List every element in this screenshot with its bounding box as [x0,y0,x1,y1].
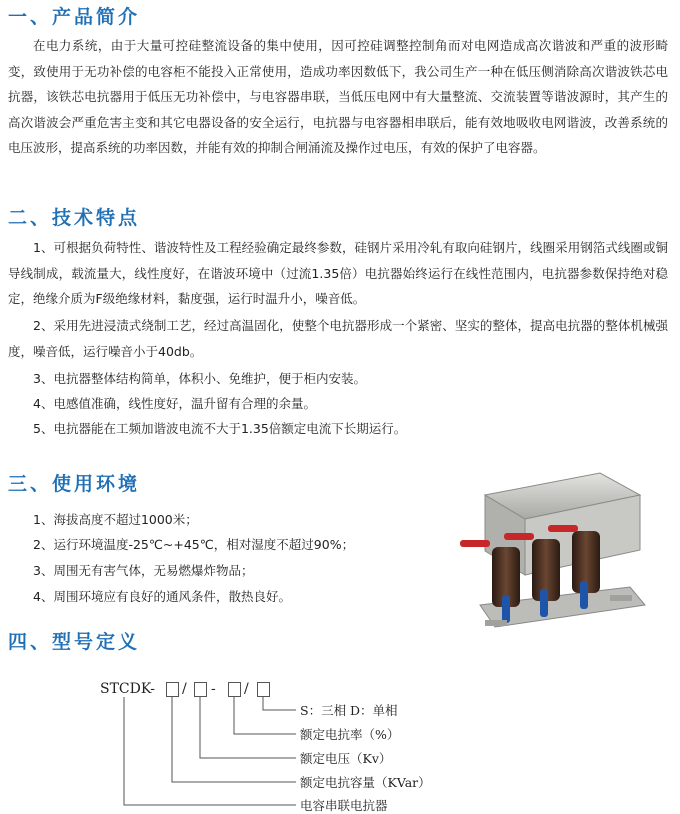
feature-item: 5、电抗器能在工频加谐波电流不大于1.35倍额定电流下长期运行。 [33,421,407,436]
intro-paragraph: 在电力系统，由于大量可控硅整流设备的集中使用，因可控硅调整控制角而对电网造成高次谐波和严重的波形畸变，致使用于无功补偿的电容柜不能投入正常使用，造成功率因数低下，我公司生产一种在低压侧消除高次谐波铁芯电抗器，该铁芯电抗器用于低压无功补偿中，与电容器串联，当低压电网中有大量整流、交流装置等谐波源时，其产生的高次谐波会严重危害主变和其它电器设备的安全运行，电抗器与电容器相串联后，能有效地吸收电网谐波，改善系统的电压波形，提高系统的功率因数，并能有效的抑制合闸涌流及操作过电压，有效的保护了电容器。 [8,38,668,155]
feature-item: 3、电抗器整体结构简单，体积小、免维护，便于柜内安装。 [33,371,366,386]
feature-item: 4、电感值准确，线性度好，温升留有合理的余量。 [33,396,316,411]
feature-item: 2、采用先进浸渍式绕制工艺，经过高温固化，使整个电抗器形成一个紧密、坚实的整体，提高电抗器的整体机械强度，噪音低，运行噪音小于40db。 [8,318,668,359]
feature-item: 1、可根据负荷特性、谐波特性及工程经验确定最终参数，硅钢片采用冷轧有取向硅钢片，线圈采用钢箔式线圈或铜导线制成，载流量大，线性度好，在谐波环境中（过流1.35倍）电抗器始终运行在线性范围内，电抗器参数保持绝对稳定，绝缘介质为F级绝缘材料，黏度强，运行时温升小，噪音低。 [8,240,668,306]
model-prefix: STCDK- [100,681,156,697]
environment-item: 1、海拔高度不超过1000米； [33,512,198,527]
section-title-environment: 三、使用环境 [8,473,141,495]
environment-item: 4、周围环境应有良好的通风条件，散热良好。 [33,589,291,604]
model-label-type: 电容串联电抗器 [300,798,388,813]
model-label-capacity: 额定电抗容量（KVar） [300,775,431,790]
model-label-phase: S：三相 D：单相 [300,703,398,718]
section-title-features: 二、技术特点 [8,207,141,229]
environment-item: 3、周围无有害气体，无易燃爆炸物品； [33,563,254,578]
model-label-reactance-rate: 额定电抗率（%） [300,727,400,742]
section-title-intro: 一、产品简介 [8,6,141,28]
model-sep: / [244,681,249,697]
environment-item: 2、运行环境温度-25℃~+45℃，相对湿度不超过90%； [33,537,355,552]
model-sep: / [182,681,187,697]
model-sep: - [211,681,216,697]
section-title-model: 四、型号定义 [8,631,141,653]
model-label-voltage: 额定电压（Kv） [300,751,392,766]
